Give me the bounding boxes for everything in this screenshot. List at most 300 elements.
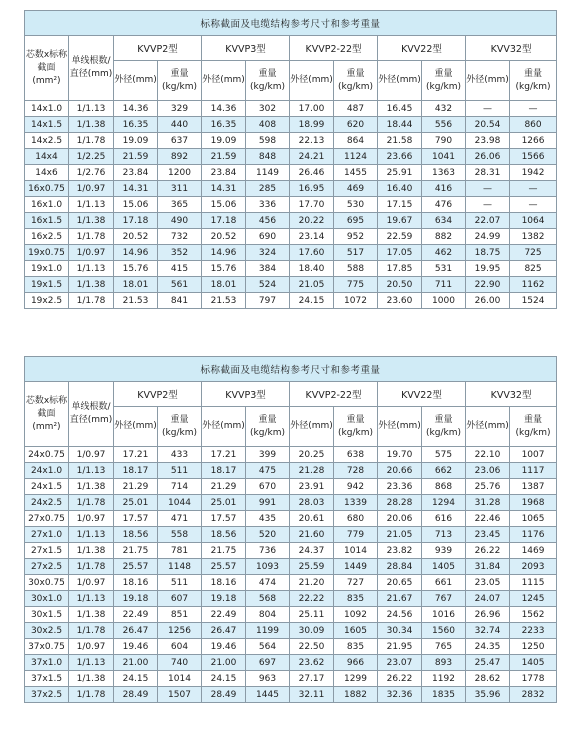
table-cell: 24.15 <box>114 671 158 687</box>
table-cell: 779 <box>334 527 378 543</box>
table-cell: 22.07 <box>466 213 510 229</box>
table-cell: 1507 <box>158 687 202 703</box>
table-cell: 1942 <box>510 165 557 181</box>
table-cell: 415 <box>158 261 202 277</box>
table-cell: 767 <box>422 591 466 607</box>
table-row <box>25 463 557 479</box>
group-header-kvv22: KVV22型 <box>378 382 466 407</box>
table-cell: 32.74 <box>466 623 510 639</box>
table-cell: 37x0.75 <box>25 639 69 655</box>
table-cell: 14x1.5 <box>25 117 69 133</box>
table-cell: 1149 <box>246 165 290 181</box>
group-header-kvvp2-22: KVVP2-22型 <box>290 382 378 407</box>
table-cell: 558 <box>158 527 202 543</box>
table-cell: 24.07 <box>466 591 510 607</box>
table-cell: 882 <box>422 229 466 245</box>
group-header-kvvp2-22: KVVP2-22型 <box>290 36 378 61</box>
table-cell: 1339 <box>334 495 378 511</box>
table-cell: 725 <box>510 245 557 261</box>
table-cell: 19.95 <box>466 261 510 277</box>
table-cell: — <box>510 101 557 117</box>
table-cell: 695 <box>334 213 378 229</box>
table-cell: 14.96 <box>114 245 158 261</box>
table-cell: 1/1.38 <box>69 117 114 133</box>
table-cell: 23.84 <box>202 165 246 181</box>
table-cell: 22.90 <box>466 277 510 293</box>
table-cell: 22.49 <box>114 607 158 623</box>
table-cell: 23.91 <box>290 479 334 495</box>
table-cell: 711 <box>422 277 466 293</box>
table-cell: 1072 <box>334 293 378 309</box>
table-cell: 1/0.97 <box>69 245 114 261</box>
table-cell: 2233 <box>510 623 557 639</box>
table-cell: 22.49 <box>202 607 246 623</box>
sub-header-outer-diameter: 外径(mm) <box>114 407 158 447</box>
table-cell: 1524 <box>510 293 557 309</box>
table-cell: 1/1.38 <box>69 543 114 559</box>
table-cell: 18.56 <box>202 527 246 543</box>
table-cell: 30x1.0 <box>25 591 69 607</box>
table-row <box>25 229 557 245</box>
table-row <box>25 655 557 671</box>
table-cell: 530 <box>334 197 378 213</box>
table-cell: 835 <box>334 639 378 655</box>
table-cell: 1092 <box>334 607 378 623</box>
table-cell: 28.49 <box>202 687 246 703</box>
group-header-kvv32: KVV32型 <box>466 382 557 407</box>
table-cell: 20.06 <box>378 511 422 527</box>
table-cell: 14x1.0 <box>25 101 69 117</box>
table-cell: 1562 <box>510 607 557 623</box>
table-cell: 23.06 <box>466 463 510 479</box>
table-cell: 740 <box>158 655 202 671</box>
table-cell: 14.31 <box>114 181 158 197</box>
table-cell: 575 <box>422 447 466 463</box>
table-cell: 21.58 <box>378 133 422 149</box>
table-row <box>25 623 557 639</box>
table-row <box>25 133 557 149</box>
table-cell: 939 <box>422 543 466 559</box>
table-cell: 966 <box>334 655 378 671</box>
table-cell: 35.96 <box>466 687 510 703</box>
table-cell: 588 <box>334 261 378 277</box>
table-cell: 20.52 <box>202 229 246 245</box>
table-cell: 1294 <box>422 495 466 511</box>
table-cell: 21.20 <box>290 575 334 591</box>
table-cell: 1469 <box>510 543 557 559</box>
table-cell: 1/0.97 <box>69 181 114 197</box>
table-cell: 22.59 <box>378 229 422 245</box>
sub-header-weight: 重量(kg/km) <box>246 61 290 101</box>
table-cell: 21.60 <box>290 527 334 543</box>
sub-header-weight: 重量(kg/km) <box>158 407 202 447</box>
table-cell: 21.53 <box>114 293 158 309</box>
table-cell: 15.76 <box>202 261 246 277</box>
table-cell: 942 <box>334 479 378 495</box>
table-cell: 24.21 <box>290 149 334 165</box>
table-cell: 1176 <box>510 527 557 543</box>
table-cell: 2832 <box>510 687 557 703</box>
table-cell: 22.46 <box>466 511 510 527</box>
table-cell: 23.66 <box>378 149 422 165</box>
table-cell: 892 <box>158 149 202 165</box>
table-cell: 21.00 <box>202 655 246 671</box>
table-cell: 835 <box>334 591 378 607</box>
table-cell: 21.59 <box>202 149 246 165</box>
table-cell: 1/1.78 <box>69 229 114 245</box>
table-cell: — <box>466 197 510 213</box>
table-cell: 781 <box>158 543 202 559</box>
sub-header-outer-diameter: 外径(mm) <box>114 61 158 101</box>
table-cell: 21.05 <box>378 527 422 543</box>
table-cell: 17.60 <box>290 245 334 261</box>
table-cell: 14.31 <box>202 181 246 197</box>
table-cell: 23.98 <box>466 133 510 149</box>
table-cell: 16.35 <box>202 117 246 133</box>
table-cell: 1/1.78 <box>69 293 114 309</box>
table-cell: 2093 <box>510 559 557 575</box>
table-row <box>25 639 557 655</box>
table-cell: 18.75 <box>466 245 510 261</box>
table-cell: 490 <box>158 213 202 229</box>
table-row <box>25 495 557 511</box>
table-body <box>25 447 557 703</box>
table-row <box>25 165 557 181</box>
table-cell: 24.35 <box>466 639 510 655</box>
table-cell: 17.57 <box>202 511 246 527</box>
table-cell: 16.95 <box>290 181 334 197</box>
table-cell: 324 <box>246 245 290 261</box>
table-cell: 19.70 <box>378 447 422 463</box>
table-cell: 1/1.78 <box>69 495 114 511</box>
table-cell: 25.59 <box>290 559 334 575</box>
table-cell: 25.01 <box>114 495 158 511</box>
table-cell: 476 <box>422 197 466 213</box>
table-cell: 1/1.38 <box>69 277 114 293</box>
table-cell: 25.76 <box>466 479 510 495</box>
table-cell: 26.47 <box>202 623 246 639</box>
table-cell: 17.00 <box>290 101 334 117</box>
table-cell: 27x2.5 <box>25 559 69 575</box>
table-cell: 14x4 <box>25 149 69 165</box>
table-cell: 14x6 <box>25 165 69 181</box>
table-cell: 28.28 <box>378 495 422 511</box>
table-cell: 1/0.97 <box>69 447 114 463</box>
table-cell: 18.01 <box>114 277 158 293</box>
table-cell: — <box>510 197 557 213</box>
table-cell: 16x1.0 <box>25 197 69 213</box>
table-cell: 670 <box>246 479 290 495</box>
table-cell: 26.22 <box>466 543 510 559</box>
table-cell: 14.36 <box>202 101 246 117</box>
table-cell: 1117 <box>510 463 557 479</box>
table-cell: 20.25 <box>290 447 334 463</box>
table-cell: 440 <box>158 117 202 133</box>
table-row <box>25 261 557 277</box>
table-cell: 20.52 <box>114 229 158 245</box>
table-cell: 31.28 <box>466 495 510 511</box>
table-cell: 556 <box>422 117 466 133</box>
table-cell: 21.28 <box>290 463 334 479</box>
table-row <box>25 245 557 261</box>
table-cell: 1065 <box>510 511 557 527</box>
table-cell: 1405 <box>422 559 466 575</box>
table-cell: 17.18 <box>114 213 158 229</box>
table-cell: 1093 <box>246 559 290 575</box>
table-cell: 30x0.75 <box>25 575 69 591</box>
table-cell: 27x1.5 <box>25 543 69 559</box>
table-cell: 21.67 <box>378 591 422 607</box>
table-cell: 690 <box>246 229 290 245</box>
table-cell: 19.18 <box>114 591 158 607</box>
table-cell: 475 <box>246 463 290 479</box>
table-cell: 37x1.0 <box>25 655 69 671</box>
table-cell: 26.22 <box>378 671 422 687</box>
sub-header-weight: 重量(kg/km) <box>246 407 290 447</box>
table-cell: 775 <box>334 277 378 293</box>
table-cell: 598 <box>246 133 290 149</box>
table-cell: 1245 <box>510 591 557 607</box>
table-cell: 24x0.75 <box>25 447 69 463</box>
table-cell: 21.75 <box>114 543 158 559</box>
table-cell: 30x1.5 <box>25 607 69 623</box>
table-cell: 1/1.38 <box>69 479 114 495</box>
table-cell: 21.59 <box>114 149 158 165</box>
table-cell: 511 <box>158 575 202 591</box>
table-row <box>25 479 557 495</box>
table-cell: 32.36 <box>378 687 422 703</box>
table-cell: 19.46 <box>202 639 246 655</box>
table-cell: 18.56 <box>114 527 158 543</box>
table-cell: 16.35 <box>114 117 158 133</box>
table-cell: 17.15 <box>378 197 422 213</box>
table-cell: 1/1.13 <box>69 197 114 213</box>
table-cell: 1445 <box>246 687 290 703</box>
table-cell: 524 <box>246 277 290 293</box>
table-cell: 17.85 <box>378 261 422 277</box>
table-title: 标称截面及电缆结构参考尺寸和参考重量 <box>25 11 557 36</box>
table-cell: 1200 <box>158 165 202 181</box>
table-cell: 28.31 <box>466 165 510 181</box>
table-row <box>25 575 557 591</box>
table-cell: 18.16 <box>114 575 158 591</box>
table-cell: 19.09 <box>202 133 246 149</box>
table-cell: 1387 <box>510 479 557 495</box>
sub-header-outer-diameter: 外径(mm) <box>378 61 422 101</box>
table-cell: 1/1.13 <box>69 655 114 671</box>
table-cell: 16x0.75 <box>25 181 69 197</box>
table-cell: 26.46 <box>290 165 334 181</box>
table-cell: 15.76 <box>114 261 158 277</box>
group-header-kvvp2: KVVP2型 <box>114 382 202 407</box>
table-cell: — <box>466 101 510 117</box>
table-cell: 1007 <box>510 447 557 463</box>
table-cell: 728 <box>334 463 378 479</box>
table-cell: 20.65 <box>378 575 422 591</box>
table-cell: 311 <box>158 181 202 197</box>
table-cell: 19.46 <box>114 639 158 655</box>
table-cell: 848 <box>246 149 290 165</box>
table-cell: 30x2.5 <box>25 623 69 639</box>
table-cell: 15.06 <box>202 197 246 213</box>
table-cell: 1778 <box>510 671 557 687</box>
table-cell: 14x2.5 <box>25 133 69 149</box>
table-cell: 23.14 <box>290 229 334 245</box>
table-cell: 23.60 <box>378 293 422 309</box>
sub-header-outer-diameter: 外径(mm) <box>290 61 334 101</box>
table-row <box>25 511 557 527</box>
table-cell: 22.10 <box>466 447 510 463</box>
table-cell: 462 <box>422 245 466 261</box>
table-cell: 17.05 <box>378 245 422 261</box>
table-cell: 21.75 <box>202 543 246 559</box>
table-cell: 23.36 <box>378 479 422 495</box>
table-cell: 736 <box>246 543 290 559</box>
table-row <box>25 591 557 607</box>
table-cell: 17.57 <box>114 511 158 527</box>
table-cell: 19.67 <box>378 213 422 229</box>
table-cell: 25.91 <box>378 165 422 181</box>
table-cell: 17.70 <box>290 197 334 213</box>
table-cell: 1405 <box>510 655 557 671</box>
table-cell: 634 <box>422 213 466 229</box>
table-cell: 18.44 <box>378 117 422 133</box>
table-cell: 23.82 <box>378 543 422 559</box>
table-cell: 620 <box>334 117 378 133</box>
table-row <box>25 101 557 117</box>
table-cell: 661 <box>422 575 466 591</box>
table-cell: 21.05 <box>290 277 334 293</box>
table-cell: 21.95 <box>378 639 422 655</box>
table-cell: 26.06 <box>466 149 510 165</box>
table-cell: 21.53 <box>202 293 246 309</box>
table-cell: 1455 <box>334 165 378 181</box>
table-cell: 23.62 <box>290 655 334 671</box>
table-cell: 616 <box>422 511 466 527</box>
table-cell: 18.40 <box>290 261 334 277</box>
table-cell: 568 <box>246 591 290 607</box>
sub-header-outer-diameter: 外径(mm) <box>466 61 510 101</box>
table-row <box>25 447 557 463</box>
table-cell: 22.13 <box>290 133 334 149</box>
group-header-kvvp2: KVVP2型 <box>114 36 202 61</box>
cable-spec-table-1 <box>24 10 557 309</box>
table-cell: 1/0.97 <box>69 639 114 655</box>
table-cell: 27.17 <box>290 671 334 687</box>
sub-header-weight: 重量(kg/km) <box>334 407 378 447</box>
table-row <box>25 277 557 293</box>
table-cell: 25.47 <box>466 655 510 671</box>
table-cell: 1/1.38 <box>69 607 114 623</box>
table-cell: 26.00 <box>466 293 510 309</box>
table-cell: 511 <box>158 463 202 479</box>
table-cell: 23.05 <box>466 575 510 591</box>
table-cell: 1/1.78 <box>69 687 114 703</box>
table-cell: 1382 <box>510 229 557 245</box>
table-cell: 24.99 <box>466 229 510 245</box>
table-cell: 1/1.13 <box>69 261 114 277</box>
col-header-wire-count-diameter: 单线根数/直径(mm) <box>69 36 114 101</box>
group-header-kvv22: KVV22型 <box>378 36 466 61</box>
table-cell: 329 <box>158 101 202 117</box>
table-cell: 1162 <box>510 277 557 293</box>
sub-header-outer-diameter: 外径(mm) <box>378 407 422 447</box>
sub-header-weight: 重量(kg/km) <box>422 407 466 447</box>
table-cell: 19x2.5 <box>25 293 69 309</box>
table-cell: 16.45 <box>378 101 422 117</box>
table-cell: 21.00 <box>114 655 158 671</box>
table-cell: 797 <box>246 293 290 309</box>
table-cell: 285 <box>246 181 290 197</box>
table-cell: 23.45 <box>466 527 510 543</box>
table-cell: 697 <box>246 655 290 671</box>
table-cell: 561 <box>158 277 202 293</box>
table-cell: 23.84 <box>114 165 158 181</box>
table-cell: 1/2.25 <box>69 149 114 165</box>
table-cell: 25.57 <box>114 559 158 575</box>
table-cell: 352 <box>158 245 202 261</box>
table-cell: 1/0.97 <box>69 511 114 527</box>
table-cell: 765 <box>422 639 466 655</box>
table-cell: 469 <box>334 181 378 197</box>
table-cell: 302 <box>246 101 290 117</box>
sub-header-outer-diameter: 外径(mm) <box>290 407 334 447</box>
sub-header-outer-diameter: 外径(mm) <box>202 61 246 101</box>
table-cell: 825 <box>510 261 557 277</box>
table-cell: 1/1.78 <box>69 133 114 149</box>
table-row <box>25 671 557 687</box>
table-cell: 1000 <box>422 293 466 309</box>
table-cell: 1/1.13 <box>69 591 114 607</box>
table-cell: 680 <box>334 511 378 527</box>
table-cell: 16x1.5 <box>25 213 69 229</box>
table-cell: 860 <box>510 117 557 133</box>
group-header-kvvp3: KVVP3型 <box>202 382 290 407</box>
table-body <box>25 101 557 309</box>
table-cell: 365 <box>158 197 202 213</box>
table-row <box>25 197 557 213</box>
sub-header-weight: 重量(kg/km) <box>510 407 557 447</box>
table-cell: 1605 <box>334 623 378 639</box>
table-row <box>25 543 557 559</box>
table-cell: 20.61 <box>290 511 334 527</box>
group-header-kvvp3: KVVP3型 <box>202 36 290 61</box>
table-cell: 23.07 <box>378 655 422 671</box>
table-cell: 26.96 <box>466 607 510 623</box>
table-cell: 1016 <box>422 607 466 623</box>
table-cell: 20.50 <box>378 277 422 293</box>
table-cell: 25.57 <box>202 559 246 575</box>
table-cell: 24x2.5 <box>25 495 69 511</box>
table-cell: 638 <box>334 447 378 463</box>
table-cell: 30.09 <box>290 623 334 639</box>
table-cell: 19x1.5 <box>25 277 69 293</box>
table-cell: 607 <box>158 591 202 607</box>
table-cell: 1/1.78 <box>69 623 114 639</box>
table-cell: 1560 <box>422 623 466 639</box>
table-cell: 18.17 <box>114 463 158 479</box>
table-cell: 19.18 <box>202 591 246 607</box>
table-cell: 24.15 <box>290 293 334 309</box>
table-cell: 25.01 <box>202 495 246 511</box>
sub-header-weight: 重量(kg/km) <box>158 61 202 101</box>
table-cell: 24.37 <box>290 543 334 559</box>
table-cell: 18.17 <box>202 463 246 479</box>
table-cell: 1044 <box>158 495 202 511</box>
table-row <box>25 213 557 229</box>
table-cell: — <box>466 181 510 197</box>
table-cell: 1968 <box>510 495 557 511</box>
